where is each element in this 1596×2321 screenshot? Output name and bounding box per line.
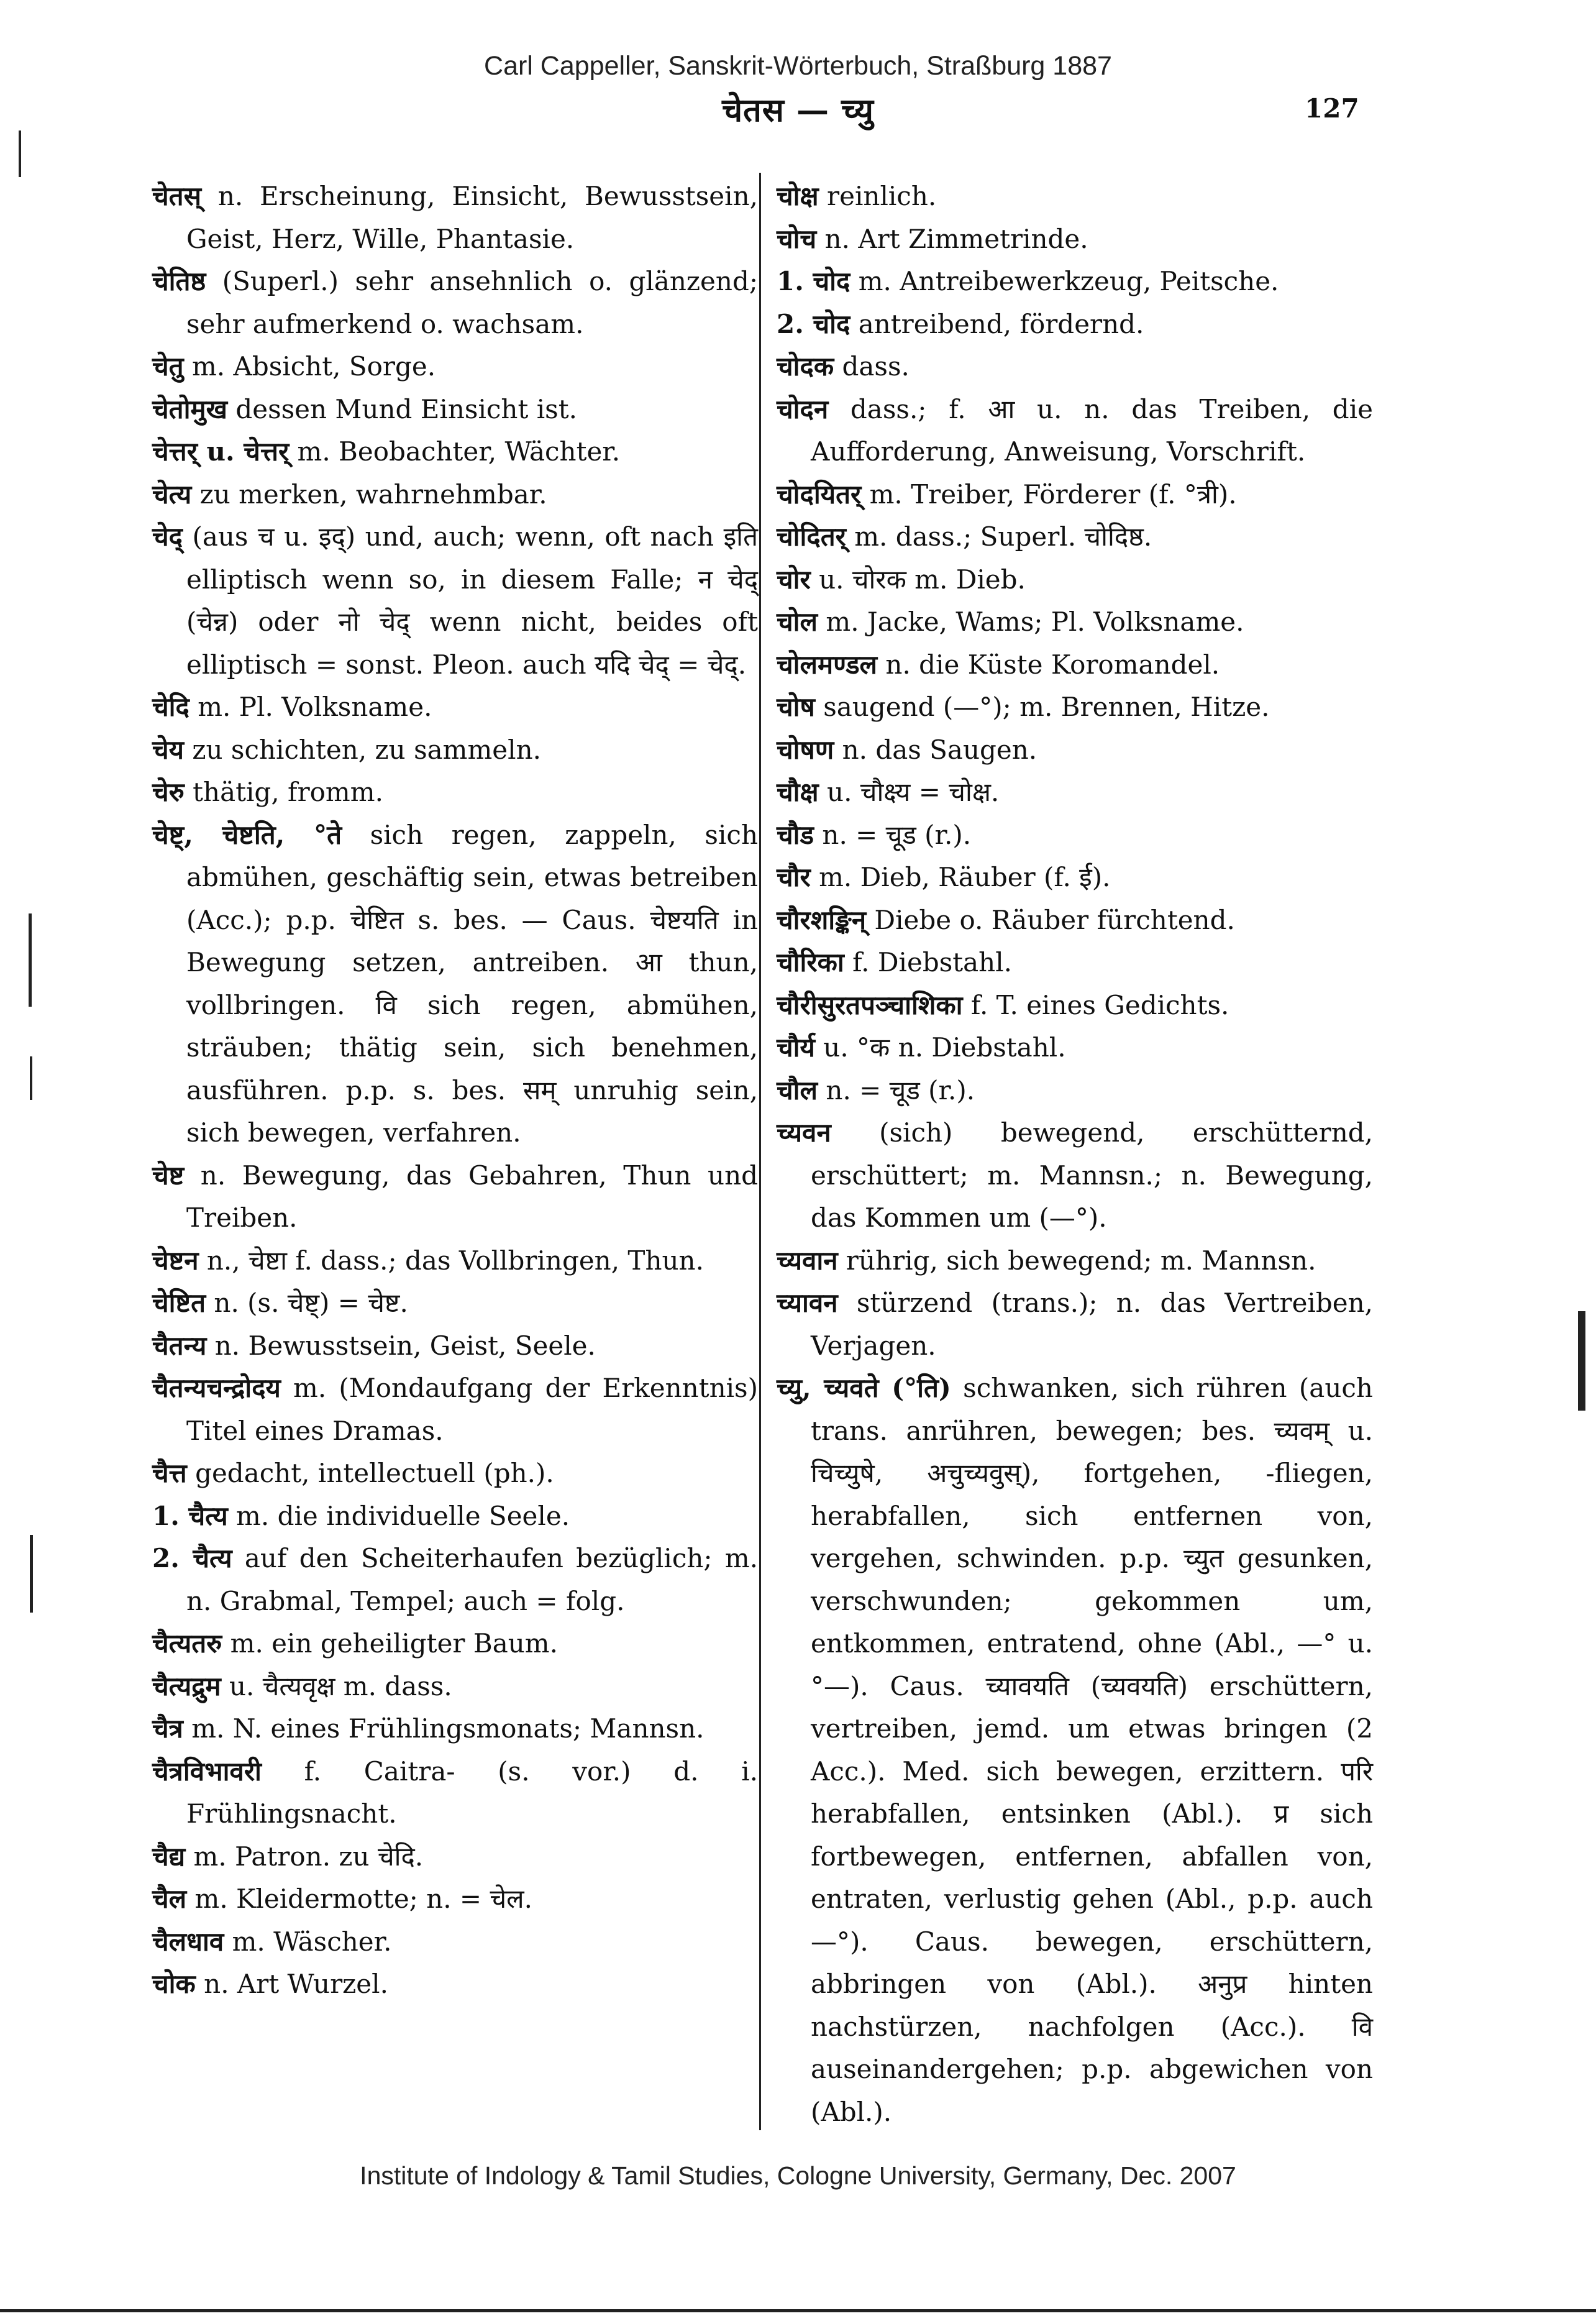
entry-definition: n. die Küste Koromandel. — [885, 649, 1220, 680]
dictionary-entry — [152, 388, 758, 431]
entry-headword: चेष्टन — [152, 1245, 199, 1276]
entry-headword: चेतिष्ठ — [152, 266, 206, 296]
entry-headword: चोदयितर् — [777, 478, 862, 510]
entry-headword: चैद्य — [152, 1841, 186, 1872]
dictionary-entry — [777, 388, 1373, 474]
entry-headword: 1. चोद — [777, 266, 850, 296]
entry-definition: n., चेष्टा f. dass.; das Vollbringen, Thun. — [206, 1245, 704, 1276]
entry-definition: m. Pl. Volksname. — [198, 692, 432, 722]
dictionary-entry — [152, 1878, 758, 1921]
entry-definition: zu schichten, zu sammeln. — [192, 734, 541, 765]
dictionary-entry — [777, 1367, 1373, 2133]
entry-headword: चैत्यद्रुम — [152, 1670, 221, 1701]
entry-headword: चौरीसुरतपञ्चाशिका — [777, 989, 963, 1020]
scan-mark — [30, 1056, 32, 1100]
entry-headword: चौर — [777, 862, 811, 892]
dictionary-entry — [152, 1240, 758, 1283]
entry-headword: चोल — [777, 607, 818, 637]
entry-headword: चैत्यतरु — [152, 1628, 222, 1659]
entry-definition: u. °क n. Diebstahl. — [823, 1032, 1066, 1063]
entry-headword: च्यवान — [777, 1245, 838, 1276]
entry-headword: चैत्र — [152, 1713, 183, 1744]
entry-definition: f. T. eines Gedichts. — [970, 989, 1229, 1020]
entry-headword: 1. चैत्य — [152, 1500, 228, 1531]
scan-mark — [1578, 1311, 1585, 1411]
entry-headword: चेत्य — [152, 478, 192, 510]
dictionary-entry — [152, 771, 758, 814]
entry-headword: चोर — [777, 564, 811, 595]
entry-headword: चैतन्यचन्द्रोदय — [152, 1373, 281, 1403]
dictionary-entry — [777, 474, 1373, 516]
entry-definition: auf den Scheiterhaufen bezüglich; m. n. Grabmal, Tempel; auch = folg. — [186, 1543, 758, 1616]
dictionary-entry — [777, 303, 1373, 346]
dictionary-entry — [777, 644, 1373, 687]
dictionary-column-right — [763, 175, 1373, 2133]
dictionary-entry — [152, 1452, 758, 1495]
entry-definition: m. Kleidermotte; n. = चेल. — [194, 1884, 532, 1914]
dictionary-entry — [152, 1325, 758, 1368]
dictionary-entry — [152, 1155, 758, 1240]
entry-headword: चोक्ष — [777, 181, 819, 211]
entry-definition: m. Jacke, Wams; Pl. Volksname. — [826, 607, 1244, 637]
dictionary-entry — [152, 1282, 758, 1325]
scan-source-line: Carl Cappeller, Sanskrit-Wörterbuch, Straßburg 1887 — [484, 51, 1112, 81]
dictionary-entry — [152, 1537, 758, 1623]
scan-mark — [30, 1535, 33, 1613]
dictionary-entry — [152, 1665, 758, 1708]
entry-headword: चेतस् — [152, 181, 202, 211]
entry-headword: चोक — [152, 1969, 196, 1999]
dictionary-entry — [777, 941, 1373, 984]
column-divider — [759, 173, 761, 2130]
dictionary-entry — [777, 1240, 1373, 1283]
dictionary-entry — [777, 771, 1373, 814]
entry-definition: sich regen, zappeln, sich abmühen, geschäftig sein, etwas betreiben (Acc.); p.p. चेष्टित s. bes. — Caus. चेष्टयति in Bewegung setzen, antreiben. आ thun, vollbringen. वि sich regen, abmühen, sträuben; thätig sein, sich benehmen, ausführen. p.p. s. bes. सम् unruhig sein, sich bewegen, verfahren. — [186, 819, 758, 1148]
entry-definition: n. Erscheinung, Einsicht, Bewusstsein, Geist, Herz, Wille, Phantasie. — [186, 181, 758, 254]
entry-headword: चोदन — [777, 393, 829, 424]
entry-definition: m. N. eines Frühlingsmonats; Mannsn. — [191, 1713, 705, 1744]
entry-headword: चेष्ट्, चेष्टति, °ते — [152, 819, 342, 850]
dictionary-entry — [777, 729, 1373, 772]
entry-headword: चोलमण्डल — [777, 649, 878, 680]
entry-headword: चेत्तर् u. चेत्तर् — [152, 436, 290, 467]
entry-headword: चैतन्य — [152, 1330, 207, 1361]
dictionary-entry — [777, 814, 1373, 857]
dictionary-entry — [777, 1112, 1373, 1240]
entry-definition: (Superl.) sehr ansehnlich o. glänzend; sehr aufmerkend o. wachsam. — [186, 266, 758, 339]
entry-definition: m. Treiber, Förderer (f. °त्री). — [869, 478, 1237, 510]
entry-definition: u. चोरक m. Dieb. — [819, 564, 1026, 595]
entry-definition: n. = चूड (r.). — [826, 1074, 975, 1106]
dictionary-entry — [152, 346, 758, 388]
entry-headword: चौर्य — [777, 1032, 815, 1063]
scan-edge-line — [0, 2309, 1596, 2312]
entry-headword: चैल — [152, 1884, 187, 1914]
dictionary-entry — [777, 601, 1373, 644]
entry-definition: m. Dieb, Räuber (f. ई). — [819, 862, 1111, 892]
entry-definition: m. dass.; Superl. चोदिष्ठ. — [854, 521, 1152, 552]
dictionary-entry — [152, 1836, 758, 1879]
entry-definition: thätig, fromm. — [193, 777, 383, 807]
dictionary-entry — [777, 559, 1373, 602]
dictionary-column-left — [152, 175, 758, 2006]
entry-definition: m. die individuelle Seele. — [236, 1500, 570, 1531]
dictionary-entry — [152, 516, 758, 686]
entry-definition: dessen Mund Einsicht ist. — [235, 393, 577, 424]
entry-definition: n. das Saugen. — [842, 734, 1037, 765]
entry-headword: चेद् — [152, 521, 183, 552]
entry-definition: n. = चूड (r.). — [822, 819, 972, 850]
entry-definition: m. (Mondaufgang der Erkenntnis) Titel eines Dramas. — [186, 1373, 758, 1446]
entry-headword: 2. चैत्य — [152, 1543, 232, 1573]
entry-definition: Diebe o. Räuber fürchtend. — [874, 904, 1235, 935]
dictionary-entry — [152, 260, 758, 346]
dictionary-entry — [777, 686, 1373, 729]
entry-definition: n. Bewusstsein, Geist, Seele. — [214, 1330, 596, 1361]
entry-headword: चेदि — [152, 692, 189, 722]
entry-definition: m. Wäscher. — [232, 1926, 392, 1957]
entry-headword: चेतु — [152, 351, 184, 382]
entry-headword: चोदक — [777, 351, 834, 382]
footer-credit: Institute of Indology & Tamil Studies, Cologne University, Germany, Dec. 2007 — [360, 2161, 1236, 2190]
running-head: चेतस — च्यु — [722, 91, 874, 129]
entry-definition: m. Patron. zu चेदि. — [193, 1841, 424, 1872]
dictionary-entry — [152, 1751, 758, 1836]
dictionary-entry — [777, 516, 1373, 559]
entry-headword: चौरशङ्किन् — [777, 904, 867, 935]
dictionary-entry — [777, 899, 1373, 942]
entry-definition: n. (s. चेष्ट्) = चेष्ट. — [214, 1288, 408, 1318]
entry-headword: चोष — [777, 692, 815, 722]
entry-definition: f. Caitra- (s. vor.) d. i. Frühlingsnacht. — [186, 1756, 758, 1829]
entry-headword: चौक्ष — [777, 777, 819, 807]
entry-definition: (sich) bewegend, erschütternd, erschüttert; m. Mannsn.; n. Bewegung, das Kommen um (—°). — [811, 1117, 1373, 1233]
entry-headword: चेय — [152, 734, 185, 765]
dictionary-entry — [777, 346, 1373, 388]
scan-mark — [29, 913, 32, 1007]
dictionary-entry — [777, 260, 1373, 303]
dictionary-entry — [152, 1495, 758, 1538]
dictionary-entry — [152, 814, 758, 1155]
entry-headword: चौल — [777, 1074, 818, 1106]
dictionary-entry — [152, 1963, 758, 2006]
entry-definition: (aus च u. इद्) und, auch; wenn, oft nach इति elliptisch wenn so, in diesem Falle; न चेद् (चेन्न) oder नो चेद् wenn nicht, beides oft elliptisch = sonst. Pleon. auch यदि चेद् = चेद्. — [186, 521, 759, 680]
entry-definition: n. Art Zimmetrinde. — [824, 223, 1088, 254]
entry-definition: m. Beobachter, Wächter. — [297, 436, 621, 467]
dictionary-entry — [152, 474, 758, 516]
entry-definition: zu merken, wahrnehmbar. — [199, 478, 547, 510]
dictionary-entry — [152, 1367, 758, 1452]
dictionary-entry — [777, 1069, 1373, 1112]
entry-headword: चैत्त — [152, 1458, 187, 1488]
page-number: 127 — [1305, 93, 1359, 124]
scan-mark — [19, 130, 21, 177]
entry-headword: चोदितर् — [777, 521, 846, 552]
entry-definition: rührig, sich bewegend; m. Mannsn. — [846, 1245, 1316, 1276]
entry-definition: dass. — [842, 351, 910, 382]
dictionary-entry — [152, 1623, 758, 1665]
dictionary-entry — [152, 686, 758, 729]
entry-definition: saugend (—°); m. Brennen, Hitze. — [823, 692, 1270, 722]
entry-definition: m. ein geheiligter Baum. — [230, 1628, 558, 1659]
entry-definition: u. चौक्ष्य = चोक्ष. — [827, 777, 1000, 807]
entry-headword: च्यवन — [777, 1117, 831, 1148]
entry-definition: gedacht, intellectuell (ph.). — [195, 1458, 554, 1488]
entry-headword: 2. चोद — [777, 308, 850, 339]
entry-headword: चोच — [777, 223, 817, 254]
entry-headword: च्यावन — [777, 1288, 838, 1318]
dictionary-entry — [777, 218, 1373, 261]
entry-headword: चेतोमुख — [152, 393, 227, 424]
entry-definition: m. Antreibewerkzeug, Peitsche. — [858, 266, 1279, 296]
entry-definition: u. चैत्यवृक्ष m. dass. — [229, 1670, 452, 1701]
entry-headword: चेष्ट — [152, 1160, 185, 1191]
entry-definition: reinlich. — [827, 181, 937, 211]
dictionary-entry — [777, 1027, 1373, 1069]
dictionary-entry — [152, 175, 758, 260]
entry-definition: dass.; f. आ u. n. das Treiben, die Aufforderung, Anweisung, Vorschrift. — [811, 393, 1373, 467]
entry-headword: चैलधाव — [152, 1926, 224, 1957]
entry-headword: चोषण — [777, 734, 834, 765]
dictionary-entry — [777, 175, 1373, 218]
dictionary-entry — [777, 856, 1373, 899]
entry-definition: stürzend (trans.); n. das Vertreiben, Verjagen. — [811, 1288, 1373, 1361]
entry-definition: f. Diebstahl. — [852, 947, 1013, 977]
dictionary-entry — [777, 1282, 1373, 1367]
entry-headword: च्यु, च्यवते (°ति) — [777, 1373, 951, 1403]
dictionary-entry — [152, 729, 758, 772]
entry-headword: चौड — [777, 819, 814, 850]
entry-headword: चेष्टित — [152, 1288, 206, 1318]
dictionary-entry — [152, 1921, 758, 1964]
entry-headword: चेरु — [152, 777, 185, 807]
dictionary-entry — [777, 984, 1373, 1027]
entry-definition: n. Bewegung, das Gebahren, Thun und Treiben. — [186, 1160, 758, 1233]
entry-headword: चौरिका — [777, 947, 844, 977]
entry-headword: चैत्रविभावरी — [152, 1756, 262, 1787]
entry-definition: antreibend, fördernd. — [858, 308, 1144, 339]
entry-definition: m. Absicht, Sorge. — [191, 351, 436, 382]
entry-definition: schwanken, sich rühren (auch trans. anrühren, bewegen; bes. च्यवम् u. चिच्युषे, अचुच्यवुस्), fortgehen, -fliegen, herabfallen, sich entfernen von, vergehen, schwinden. p.p. च्युत gesunken, verschwunden; gekommen um, entkommen, entratend, ohne (Abl., —° u. °—). Caus. च्यावयति (च्यवयति) erschüttern, vertreiben, jemd. um etwas bringen (2 Acc.). Med. sich bewegen, erzittern. परि herabfallen, entsinken (Abl.). प्र sich fortbewegen, entfernen, abfallen von, entraten, verlustig gehen (Abl., p.p. auch —°). Caus. bewegen, erschüttern, abbringen von (Abl.). अनुप्र hinten nachstürzen, nachfolgen (Acc.). वि auseinandergehen; p.p. abgewichen von (Abl.). — [811, 1373, 1373, 2127]
entry-definition: n. Art Wurzel. — [204, 1969, 388, 1999]
dictionary-entry — [152, 1708, 758, 1751]
dictionary-entry — [152, 431, 758, 474]
